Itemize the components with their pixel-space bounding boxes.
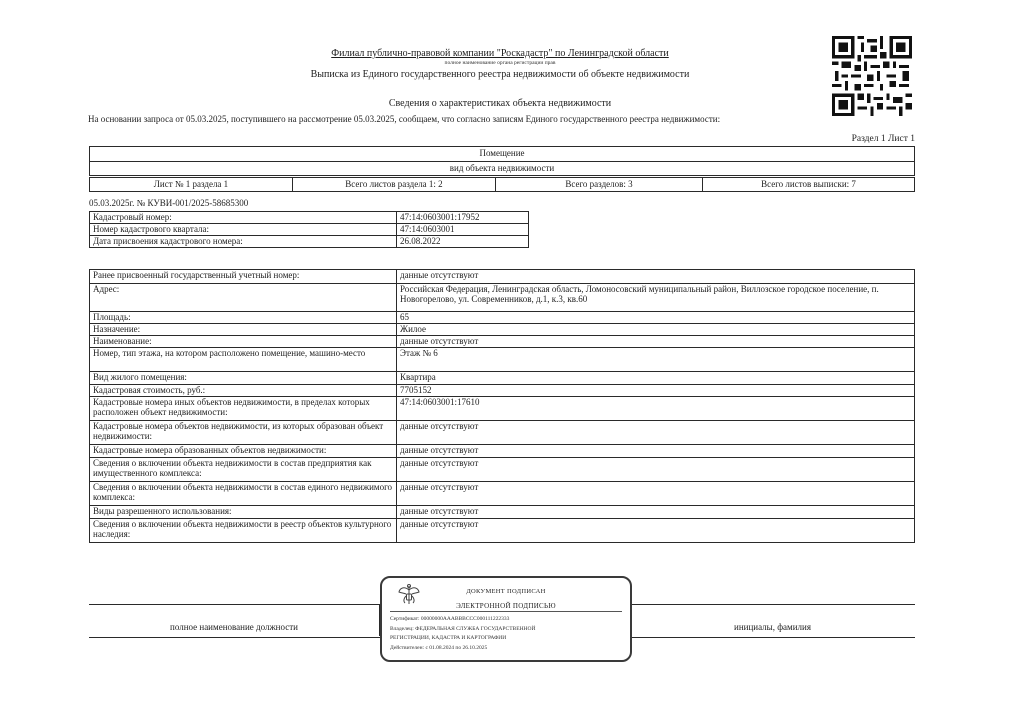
object-type-caption: вид объекта недвижимости <box>90 162 915 176</box>
electronic-signature-stamp <box>380 576 632 662</box>
stamp-certificate: Сертификат: 00000000АААВВВССС000111222333 <box>390 616 510 622</box>
object-type: Помещение <box>90 147 915 162</box>
row-value: данные отсутствуют <box>397 458 915 482</box>
request-basis-text: На основании запроса от 05.03.2025, поступившего на рассмотрение 05.03.2025, сообщаем, что согласно записям Единого государственного реестра недвижимости: <box>88 114 721 124</box>
row-label: Вид жилого помещения: <box>90 372 397 385</box>
row-label: Ранее присвоенный государственный учетный номер: <box>90 270 397 284</box>
row-value: Жилое <box>397 324 915 336</box>
extract-title: Выписка из Единого государственного реестра недвижимости об объекте недвижимости <box>310 69 690 80</box>
record-number: 05.03.2025г. № КУВИ-001/2025-58685300 <box>89 198 249 208</box>
row-value: 26.08.2022 <box>397 236 529 248</box>
row-label: Дата присвоения кадастрового номера: <box>90 236 397 248</box>
row-label: Номер кадастрового квартала: <box>90 224 397 236</box>
total-sheets-section: Всего листов раздела 1: 2 <box>293 178 496 192</box>
row-value: Этаж № 6 <box>397 348 915 372</box>
row-label: Площадь: <box>90 312 397 324</box>
stamp-line-2: ЭЛЕКТРОННОЙ ПОДПИСЬЮ <box>456 602 556 610</box>
row-value: данные отсутствуют <box>397 270 915 284</box>
section-reference: Раздел 1 Лист 1 <box>851 134 915 144</box>
table-row <box>90 385 915 397</box>
row-label: Кадастровый номер: <box>90 212 397 224</box>
row-label: Сведения о включении объекта недвижимости в состав единого недвижимого комплекса: <box>90 482 397 506</box>
row-label: Виды разрешенного использования: <box>90 506 397 519</box>
row-value: 65 <box>397 312 915 324</box>
table-row <box>90 348 915 372</box>
table-row <box>90 312 915 324</box>
stamp-divider <box>390 611 622 612</box>
row-label: Адрес: <box>90 284 397 312</box>
row-value: Квартира <box>397 372 915 385</box>
table-row <box>90 324 915 336</box>
table-row <box>90 421 915 445</box>
stamp-owner-continued: РЕГИСТРАЦИИ, КАДАСТРА И КАРТОГРАФИИ <box>390 635 507 641</box>
row-value: Российская Федерация, Ленинградская область, Ломоносовский муниципальный район, Виллозское городское поселение, п. Новогорелово, ул. Современников, д.1, к.3, кв.60 <box>397 284 915 312</box>
table-row <box>90 336 915 348</box>
registry-org-caption: полное наименование органа регистрации прав <box>444 60 556 66</box>
row-label: Кадастровые номера образованных объектов недвижимости: <box>90 445 397 458</box>
row-value: данные отсутствуют <box>397 336 915 348</box>
stamp-owner: Владелец: ФЕДЕРАЛЬНАЯ СЛУЖБА ГОСУДАРСТВЕННОЙ <box>390 626 536 632</box>
table-row <box>90 519 915 543</box>
row-label: Кадастровые номера иных объектов недвижимости, в пределах которых расположен объект недвижимости: <box>90 397 397 421</box>
row-value: данные отсутствуют <box>397 482 915 506</box>
row-value: данные отсутствуют <box>397 421 915 445</box>
position-caption: полное наименование должности <box>170 622 298 632</box>
total-sections: Всего разделов: 3 <box>496 178 703 192</box>
characteristics-table <box>89 269 915 543</box>
table-row <box>90 224 529 236</box>
table-row <box>90 372 915 385</box>
row-label: Номер, тип этажа, на котором расположено помещение, машино-место <box>90 348 397 372</box>
table-row <box>90 445 915 458</box>
row-label: Кадастровая стоимость, руб.: <box>90 385 397 397</box>
row-value: данные отсутствуют <box>397 519 915 543</box>
row-value: 47:14:0603001:17610 <box>397 397 915 421</box>
table-row <box>90 397 915 421</box>
row-value: 47:14:0603001:17952 <box>397 212 529 224</box>
extract-subtitle: Сведения о характеристиках объекта недвижимости <box>388 98 612 109</box>
stamp-line-1: ДОКУМЕНТ ПОДПИСАН <box>466 588 546 595</box>
name-caption: инициалы, фамилия <box>734 622 811 632</box>
row-label: Сведения о включении объекта недвижимости в реестр объектов культурного наследия: <box>90 519 397 543</box>
sheets-table <box>89 177 915 192</box>
table-row <box>90 270 915 284</box>
total-sheets-extract: Всего листов выписки: 7 <box>703 178 915 192</box>
row-label: Кадастровые номера объектов недвижимости, из которых образован объект недвижимости: <box>90 421 397 445</box>
identification-table <box>89 211 529 248</box>
row-label: Сведения о включении объекта недвижимости в состав предприятия как имущественного комплекса: <box>90 458 397 482</box>
table-row <box>90 458 915 482</box>
row-value: данные отсутствуют <box>397 445 915 458</box>
row-value: 7705152 <box>397 385 915 397</box>
qr-code-icon <box>832 36 912 116</box>
row-label: Наименование: <box>90 336 397 348</box>
registry-org-name: Филиал публично-правовой компании "Роскадастр" по Ленинградской области <box>331 48 669 59</box>
sheet-number: Лист № 1 раздела 1 <box>90 178 293 192</box>
table-row <box>90 506 915 519</box>
object-type-table <box>89 146 915 176</box>
table-row <box>90 212 529 224</box>
row-value: данные отсутствуют <box>397 506 915 519</box>
row-value: 47:14:0603001 <box>397 224 529 236</box>
table-row <box>90 482 915 506</box>
table-row <box>90 284 915 312</box>
stamp-validity: Действителен: с 01.08.2024 по 26.10.2025 <box>390 645 488 651</box>
row-label: Назначение: <box>90 324 397 336</box>
table-row <box>90 236 529 248</box>
